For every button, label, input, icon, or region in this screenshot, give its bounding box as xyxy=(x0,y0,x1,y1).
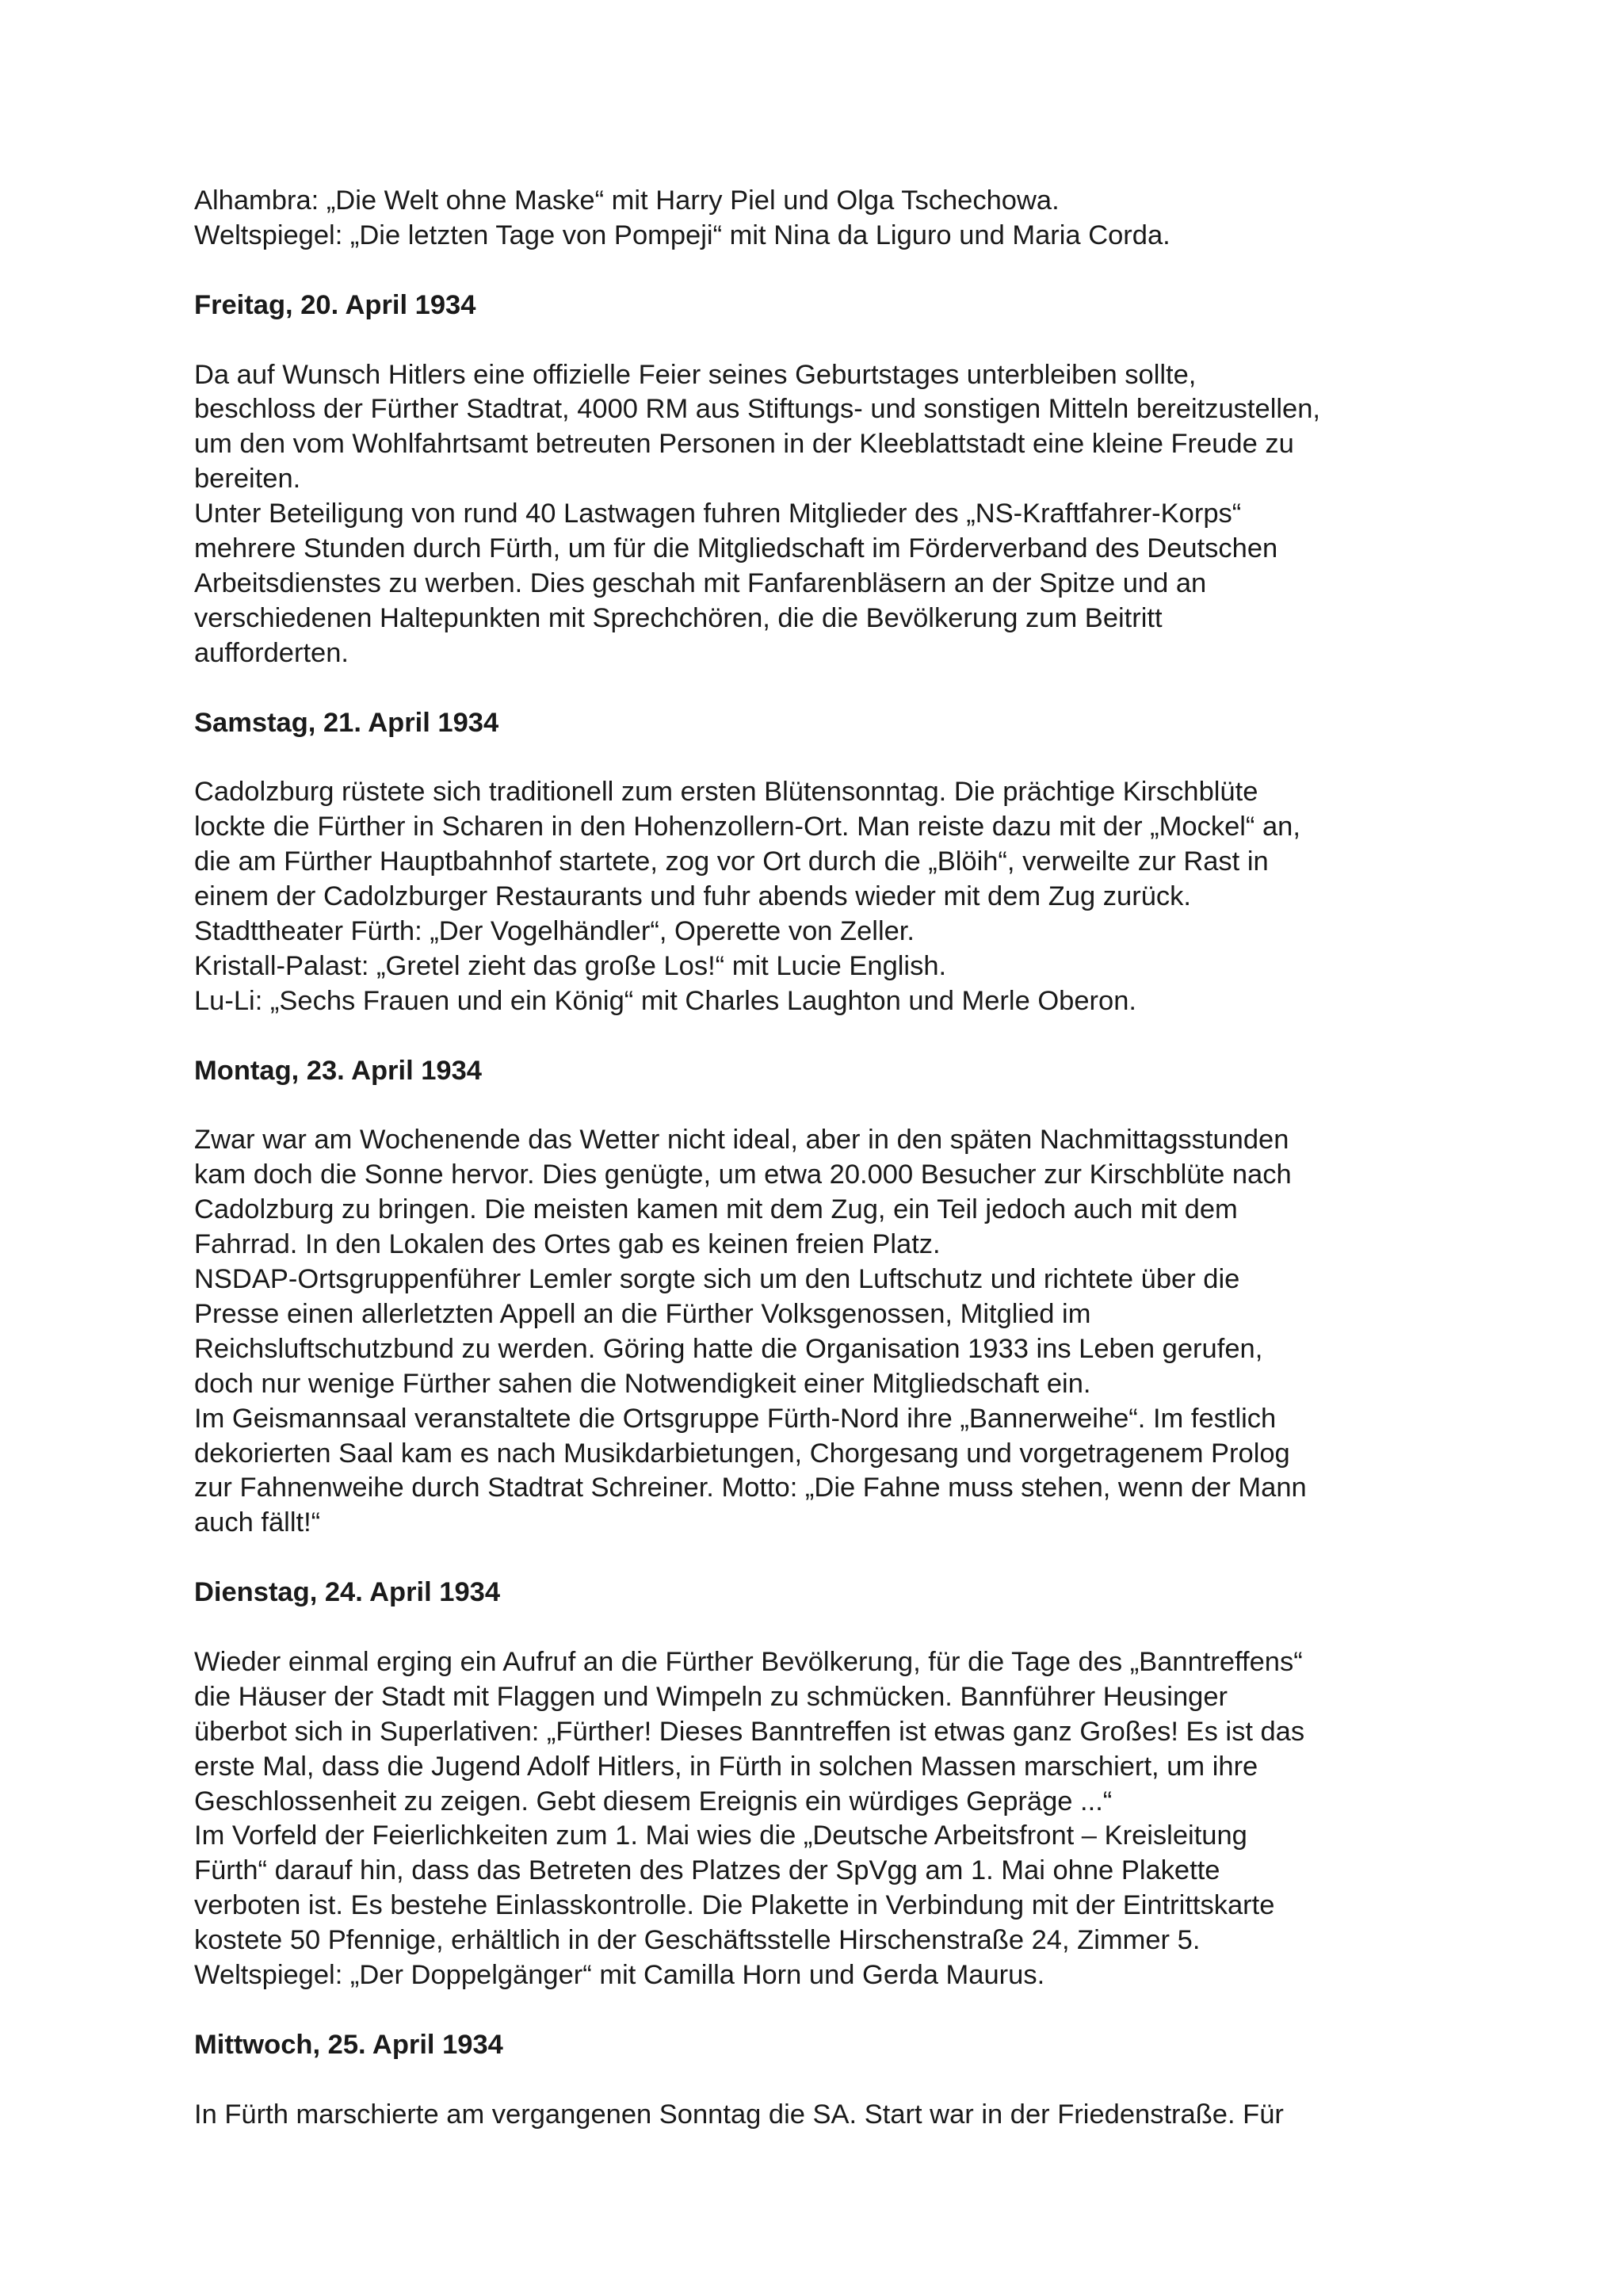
entry-date-heading: Montag, 23. April 1934 xyxy=(194,1055,482,1086)
text-line: Unter Beteiligung von rund 40 Lastwagen fuhren Mitglieder des „NS-Kraftfahrer-Korps“ xyxy=(194,499,1242,529)
text-line: Arbeitsdienstes zu werben. Dies geschah mit Fanfarenbläsern an der Spitze und an xyxy=(194,567,1207,598)
text-line: Cadolzburg rüstete sich traditionell zum ersten Blütensonntag. Die prächtige Kirschblüte xyxy=(194,777,1258,808)
entry-date-heading: Dienstag, 24. April 1934 xyxy=(194,1577,501,1608)
text-line: Presse einen allerletzten Appell an die Fürther Volksgenossen, Mitglied im xyxy=(194,1298,1091,1329)
entry-date-heading: Mittwoch, 25. April 1934 xyxy=(194,2029,503,2060)
text-line: NSDAP-Ortsgruppenführer Lemler sorgte sich um den Luftschutz und richtete über die xyxy=(194,1264,1240,1294)
text-line: Wieder einmal erging ein Aufruf an die Fürther Bevölkerung, für die Tage des „Banntreffens“ xyxy=(194,1646,1303,1677)
intro-paragraph xyxy=(194,184,1446,254)
entry-date-heading: Freitag, 20. April 1934 xyxy=(194,289,476,320)
text-line: Cadolzburg zu bringen. Die meisten kamen mit dem Zug, ein Teil jedoch auch mit dem xyxy=(194,1194,1238,1225)
text-line: Weltspiegel: „Der Doppelgänger“ mit Camilla Horn und Gerda Maurus. xyxy=(194,1960,1045,1991)
text-line: verboten ist. Es bestehe Einlasskontrolle. Die Plakette in Verbindung mit der Eintrittskarte xyxy=(194,1890,1275,1921)
text-line: Kristall-Palast: „Gretel zieht das große Los!“ mit Lucie English. xyxy=(194,950,947,981)
text-line: Zwar war am Wochenende das Wetter nicht ideal, aber in den späten Nachmittagsstunden xyxy=(194,1125,1289,1156)
text-line: auch fällt!“ xyxy=(194,1507,321,1538)
text-line: Im Vorfeld der Feierlichkeiten zum 1. Mai wies die „Deutsche Arbeitsfront – Kreisleitung xyxy=(194,1820,1247,1851)
entry-body xyxy=(194,358,1446,671)
diary-entry xyxy=(194,288,1446,671)
text-line: Lu-Li: „Sechs Frauen und ein König“ mit Charles Laughton und Merle Oberon. xyxy=(194,985,1137,1016)
text-line: kostete 50 Pfennige, erhältlich in der Geschäftsstelle Hirschenstraße 24, Zimmer 5. xyxy=(194,1925,1201,1956)
text-line: aufforderten. xyxy=(194,637,349,668)
diary-entry xyxy=(194,706,1446,1019)
text-line: erste Mal, dass die Jugend Adolf Hitlers, in Fürth in solchen Massen marschiert, um ihre xyxy=(194,1751,1258,1782)
text-line: mehrere Stunden durch Fürth, um für die Mitgliedschaft im Förderverband des Deutschen xyxy=(194,533,1278,564)
text-line: Fürth“ darauf hin, dass das Betreten des Platzes der SpVgg am 1. Mai ohne Plakette xyxy=(194,1855,1220,1886)
text-line: In Fürth marschierte am vergangenen Sonntag die SA. Start war in der Friedenstraße. Für xyxy=(194,2099,1284,2130)
text-line: doch nur wenige Fürther sahen die Notwendigkeit einer Mitgliedschaft ein. xyxy=(194,1368,1091,1399)
text-line: die Häuser der Stadt mit Flaggen und Wimpeln zu schmücken. Bannführer Heusinger xyxy=(194,1681,1228,1712)
entry-date-heading: Samstag, 21. April 1934 xyxy=(194,707,499,738)
text-line: Geschlossenheit zu zeigen. Gebt diesem Ereignis ein würdiges Gepräge ...“ xyxy=(194,1786,1113,1817)
text-line: zur Fahnenweihe durch Stadtrat Schreiner. Motto: „Die Fahne muss stehen, wenn der Mann xyxy=(194,1473,1307,1503)
text-line: Weltspiegel: „Die letzten Tage von Pompeji“ mit Nina da Liguro und Maria Corda. xyxy=(194,220,1170,250)
text-line: Fahrrad. In den Lokalen des Ortes gab es keinen freien Platz. xyxy=(194,1229,941,1260)
entry-body xyxy=(194,2098,1446,2133)
text-line: dekorierten Saal kam es nach Musikdarbietungen, Chorgesang und vorgetragenem Prolog xyxy=(194,1438,1290,1469)
text-line: lockte die Fürther in Scharen in den Hohenzollern-Ort. Man reiste dazu mit der „Mockel“ an, xyxy=(194,812,1300,842)
text-line: Im Geismannsaal veranstaltete die Ortsgruppe Fürth-Nord ihre „Bannerweihe“. Im festlich xyxy=(194,1403,1277,1434)
text-line: Stadttheater Fürth: „Der Vogelhändler“, Operette von Zeller. xyxy=(194,915,915,946)
diary-entry xyxy=(194,1054,1446,1541)
text-line: die am Fürther Hauptbahnhof startete, zog vor Ort durch die „Blöih“, verweilte zur Rast in xyxy=(194,846,1269,877)
document-page xyxy=(194,184,1446,2133)
text-line: beschloss der Fürther Stadtrat, 4000 RM aus Stiftungs- und sonstigen Mitteln bereitzustellen, xyxy=(194,394,1320,425)
text-line: einem der Cadolzburger Restaurants und fuhr abends wieder mit dem Zug zurück. xyxy=(194,881,1191,912)
diary-entry xyxy=(194,2028,1446,2133)
text-line: verschiedenen Haltepunkten mit Sprechchören, die die Bevölkerung zum Beitritt xyxy=(194,602,1163,633)
text-line: um den vom Wohlfahrtsamt betreuten Personen in der Kleeblattstadt eine kleine Freude zu xyxy=(194,429,1294,460)
text-line: Alhambra: „Die Welt ohne Maske“ mit Harry Piel und Olga Tschechowa. xyxy=(194,185,1060,216)
text-line: überbot sich in Superlativen: „Fürther! Dieses Banntreffen ist etwas ganz Großes! Es ist das xyxy=(194,1716,1305,1747)
entry-body xyxy=(194,775,1446,1018)
text-line: Reichsluftschutzbund zu werden. Göring hatte die Organisation 1933 ins Leben gerufen, xyxy=(194,1333,1263,1364)
text-line: Da auf Wunsch Hitlers eine offizielle Feier seines Geburtstages unterbleiben sollte, xyxy=(194,359,1197,390)
text-line: bereiten. xyxy=(194,464,301,495)
diary-entry xyxy=(194,1576,1446,1993)
entry-body xyxy=(194,1123,1446,1541)
text-line: kam doch die Sonne hervor. Dies genügte, um etwa 20.000 Besucher zur Kirschblüte nach xyxy=(194,1159,1292,1190)
entry-body xyxy=(194,1645,1446,1993)
